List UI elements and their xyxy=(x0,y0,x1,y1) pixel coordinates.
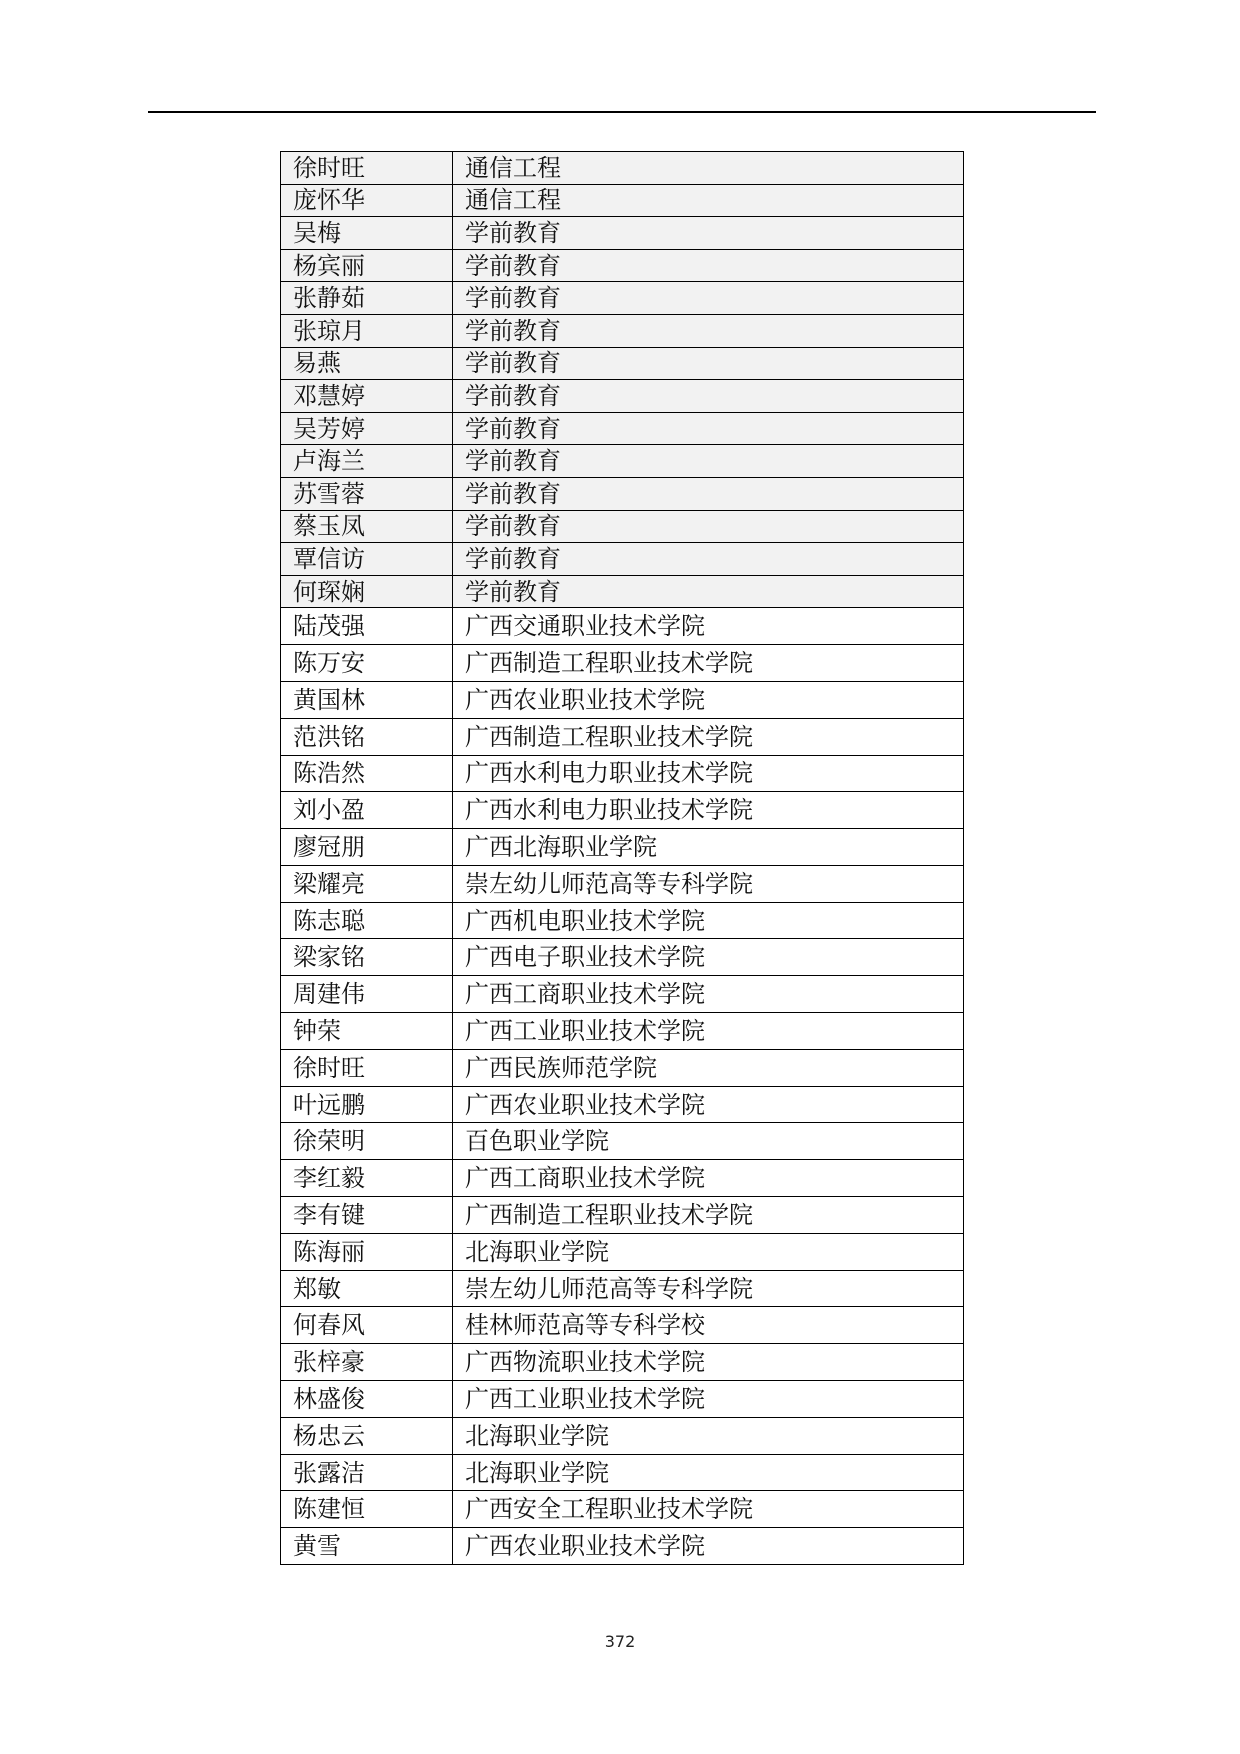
unit-cell: 广西电子职业技术学院 xyxy=(453,939,964,976)
name-cell: 陆茂强 xyxy=(281,608,453,645)
roster-table xyxy=(280,151,964,1565)
unit-cell: 广西农业职业技术学院 xyxy=(453,1528,964,1565)
table-row xyxy=(281,1086,964,1123)
table-row xyxy=(281,1344,964,1381)
name-cell: 刘小盈 xyxy=(281,792,453,829)
table-row xyxy=(281,1160,964,1197)
table-row xyxy=(281,1381,964,1418)
table-row xyxy=(281,939,964,976)
table-row xyxy=(281,608,964,645)
unit-cell: 崇左幼儿师范高等专科学院 xyxy=(453,865,964,902)
unit-cell: 学前教育 xyxy=(453,543,964,576)
name-cell: 陈志聪 xyxy=(281,902,453,939)
table-row xyxy=(281,1491,964,1528)
table-row xyxy=(281,1233,964,1270)
name-cell: 徐时旺 xyxy=(281,1049,453,1086)
table-row xyxy=(281,184,964,217)
unit-cell: 北海职业学院 xyxy=(453,1454,964,1491)
table-row xyxy=(281,792,964,829)
name-cell: 邓慧婷 xyxy=(281,380,453,413)
table-row xyxy=(281,510,964,543)
table-row xyxy=(281,1013,964,1050)
name-cell: 范洪铭 xyxy=(281,718,453,755)
table-row xyxy=(281,755,964,792)
unit-cell: 学前教育 xyxy=(453,510,964,543)
unit-cell: 广西制造工程职业技术学院 xyxy=(453,718,964,755)
roster-table-body xyxy=(281,152,964,1565)
unit-cell: 广西工商职业技术学院 xyxy=(453,1160,964,1197)
page-number: 372 xyxy=(604,1632,636,1651)
unit-cell: 广西工业职业技术学院 xyxy=(453,1013,964,1050)
name-cell: 卢海兰 xyxy=(281,445,453,478)
unit-cell: 广西交通职业技术学院 xyxy=(453,608,964,645)
unit-cell: 通信工程 xyxy=(453,184,964,217)
name-cell: 梁家铭 xyxy=(281,939,453,976)
table-row xyxy=(281,282,964,315)
name-cell: 吴芳婷 xyxy=(281,412,453,445)
name-cell: 林盛俊 xyxy=(281,1381,453,1418)
name-cell: 何琛娴 xyxy=(281,575,453,608)
name-cell: 李有键 xyxy=(281,1197,453,1234)
name-cell: 黄国林 xyxy=(281,681,453,718)
table-row xyxy=(281,645,964,682)
name-cell: 张静茹 xyxy=(281,282,453,315)
unit-cell: 崇左幼儿师范高等专科学院 xyxy=(453,1270,964,1307)
unit-cell: 广西工业职业技术学院 xyxy=(453,1381,964,1418)
name-cell: 梁耀亮 xyxy=(281,865,453,902)
unit-cell: 广西制造工程职业技术学院 xyxy=(453,1197,964,1234)
name-cell: 易燕 xyxy=(281,347,453,380)
table-row xyxy=(281,718,964,755)
unit-cell: 广西水利电力职业技术学院 xyxy=(453,792,964,829)
name-cell: 苏雪蓉 xyxy=(281,477,453,510)
unit-cell: 学前教育 xyxy=(453,477,964,510)
name-cell: 郑敏 xyxy=(281,1270,453,1307)
unit-cell: 广西水利电力职业技术学院 xyxy=(453,755,964,792)
name-cell: 吴梅 xyxy=(281,217,453,250)
table-row xyxy=(281,445,964,478)
table-row xyxy=(281,1197,964,1234)
table-row xyxy=(281,1307,964,1344)
unit-cell: 广西北海职业学院 xyxy=(453,829,964,866)
unit-cell: 广西物流职业技术学院 xyxy=(453,1344,964,1381)
name-cell: 陈浩然 xyxy=(281,755,453,792)
table-row xyxy=(281,543,964,576)
name-cell: 庞怀华 xyxy=(281,184,453,217)
unit-cell: 学前教育 xyxy=(453,445,964,478)
table-row xyxy=(281,380,964,413)
unit-cell: 学前教育 xyxy=(453,217,964,250)
table-row xyxy=(281,681,964,718)
table-row xyxy=(281,829,964,866)
name-cell: 何春风 xyxy=(281,1307,453,1344)
table-row xyxy=(281,1454,964,1491)
unit-cell: 广西制造工程职业技术学院 xyxy=(453,645,964,682)
table-row xyxy=(281,865,964,902)
unit-cell: 学前教育 xyxy=(453,282,964,315)
table-row xyxy=(281,412,964,445)
name-cell: 廖冠朋 xyxy=(281,829,453,866)
unit-cell: 学前教育 xyxy=(453,249,964,282)
table-row xyxy=(281,314,964,347)
unit-cell: 学前教育 xyxy=(453,412,964,445)
table-row xyxy=(281,1270,964,1307)
unit-cell: 通信工程 xyxy=(453,152,964,185)
name-cell: 叶远鹏 xyxy=(281,1086,453,1123)
unit-cell: 学前教育 xyxy=(453,575,964,608)
table-row xyxy=(281,347,964,380)
name-cell: 覃信访 xyxy=(281,543,453,576)
name-cell: 周建伟 xyxy=(281,976,453,1013)
unit-cell: 广西农业职业技术学院 xyxy=(453,1086,964,1123)
table-row xyxy=(281,1049,964,1086)
unit-cell: 北海职业学院 xyxy=(453,1233,964,1270)
unit-cell: 学前教育 xyxy=(453,380,964,413)
unit-cell: 桂林师范高等专科学校 xyxy=(453,1307,964,1344)
unit-cell: 广西农业职业技术学院 xyxy=(453,681,964,718)
name-cell: 陈建恒 xyxy=(281,1491,453,1528)
unit-cell: 百色职业学院 xyxy=(453,1123,964,1160)
name-cell: 徐时旺 xyxy=(281,152,453,185)
unit-cell: 广西民族师范学院 xyxy=(453,1049,964,1086)
unit-cell: 广西机电职业技术学院 xyxy=(453,902,964,939)
table-row xyxy=(281,477,964,510)
name-cell: 李红毅 xyxy=(281,1160,453,1197)
table-row xyxy=(281,976,964,1013)
unit-cell: 北海职业学院 xyxy=(453,1417,964,1454)
table-row xyxy=(281,1528,964,1565)
table-row xyxy=(281,575,964,608)
unit-cell: 广西工商职业技术学院 xyxy=(453,976,964,1013)
table-row xyxy=(281,1123,964,1160)
name-cell: 钟荣 xyxy=(281,1013,453,1050)
table-row xyxy=(281,249,964,282)
name-cell: 陈海丽 xyxy=(281,1233,453,1270)
name-cell: 黄雪 xyxy=(281,1528,453,1565)
name-cell: 蔡玉凤 xyxy=(281,510,453,543)
unit-cell: 学前教育 xyxy=(453,347,964,380)
unit-cell: 学前教育 xyxy=(453,314,964,347)
table-row xyxy=(281,152,964,185)
name-cell: 张琼月 xyxy=(281,314,453,347)
name-cell: 杨宾丽 xyxy=(281,249,453,282)
name-cell: 张露洁 xyxy=(281,1454,453,1491)
table-row xyxy=(281,1417,964,1454)
table-row xyxy=(281,902,964,939)
name-cell: 徐荣明 xyxy=(281,1123,453,1160)
table-row xyxy=(281,217,964,250)
name-cell: 陈万安 xyxy=(281,645,453,682)
name-cell: 张梓豪 xyxy=(281,1344,453,1381)
unit-cell: 广西安全工程职业技术学院 xyxy=(453,1491,964,1528)
name-cell: 杨忠云 xyxy=(281,1417,453,1454)
header-rule xyxy=(148,111,1096,113)
